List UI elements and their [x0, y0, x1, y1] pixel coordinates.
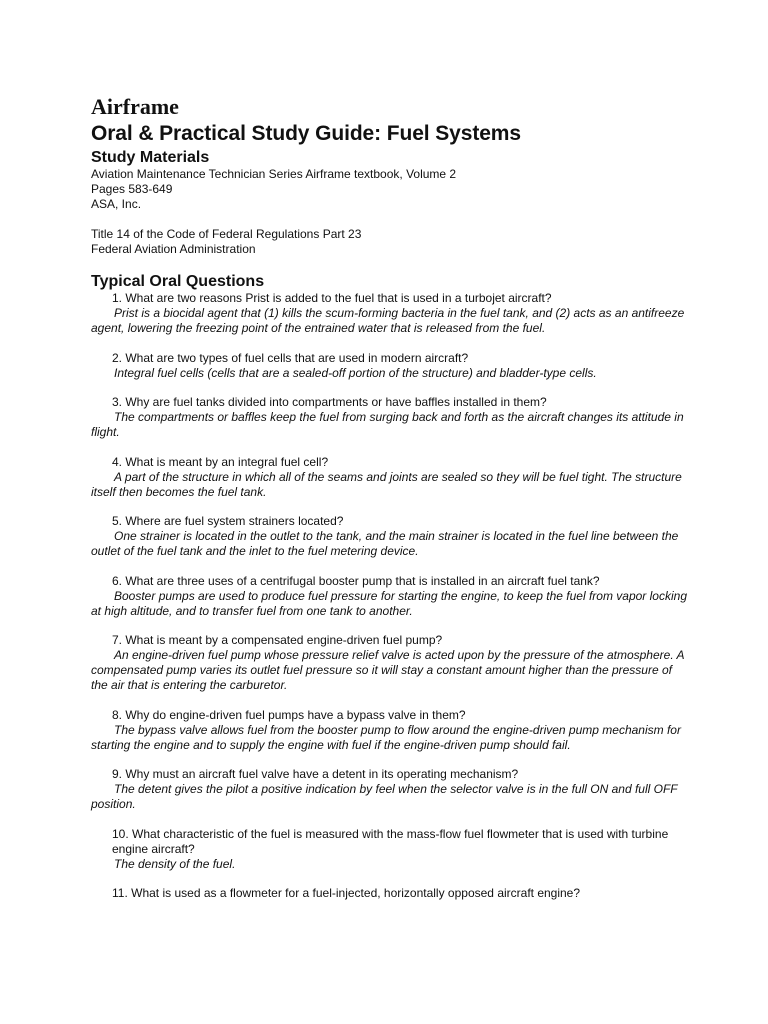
qa-item	[91, 574, 691, 619]
answer: The density of the fuel.	[114, 856, 236, 871]
qa-item	[91, 514, 691, 559]
spacer	[91, 212, 691, 227]
answer: An engine-driven fuel pump whose pressure relief valve is acted upon by the pressure of the atmosphere. A compensated pump varies its outlet fuel pressure so it will stay a constant amount higher than the pressure of the air that is entering the carburetor.	[91, 648, 685, 692]
regulation-publisher: Federal Aviation Administration	[91, 242, 256, 256]
question: 11. What is used as a flowmeter for a fuel-injected, horizontally opposed aircraft engine?	[112, 886, 581, 900]
regulation-reference: Title 14 of the Code of Federal Regulations Part 23	[91, 227, 362, 241]
qa-item	[91, 886, 691, 901]
qa-item	[91, 633, 691, 693]
question: 6. What are three uses of a centrifugal booster pump that is installed in an aircraft fuel tank?	[112, 573, 600, 588]
publisher: ASA, Inc.	[91, 197, 142, 211]
answer: A part of the structure in which all of the seams and joints are sealed so they will be fuel tight. The structure itself then becomes the fuel tank.	[91, 469, 682, 499]
oral-questions-list	[91, 291, 691, 901]
qa-item	[91, 455, 691, 500]
qa-item	[91, 351, 691, 381]
question: 4. What is meant by an integral fuel cell?	[112, 454, 329, 469]
question: 7. What is meant by a compensated engine-driven fuel pump?	[112, 633, 443, 647]
question: 2. What are two types of fuel cells that are used in modern aircraft?	[112, 350, 469, 365]
qa-item	[91, 291, 691, 336]
question: 5. Where are fuel system strainers located?	[112, 514, 344, 528]
textbook-reference: Aviation Maintenance Technician Series Airframe textbook, Volume 2	[91, 167, 457, 181]
document-title: Oral & Practical Study Guide: Fuel Systems	[91, 122, 521, 145]
question: 1. What are two reasons Prist is added to the fuel that is used in a turbojet aircraft?	[112, 291, 552, 305]
document-page	[91, 95, 691, 916]
answer: Integral fuel cells (cells that are a sealed-off portion of the structure) and bladder-type cells.	[114, 365, 597, 380]
question: 10. What characteristic of the fuel is measured with the mass-flow fuel flowmeter that is used with turbine engine aircraft?	[112, 826, 669, 856]
question: 3. Why are fuel tanks divided into compartments or have baffles installed in them?	[112, 395, 547, 409]
question: 8. Why do engine-driven fuel pumps have a bypass valve in them?	[112, 707, 466, 722]
qa-item	[91, 767, 691, 812]
study-materials-heading: Study Materials	[91, 149, 210, 166]
answer: Prist is a biocidal agent that (1) kills the scum-forming bacteria in the fuel tank, and (2) acts as an antifreeze agent, lowering the freezing point of the entrained water that is released from the fuel.	[91, 306, 685, 335]
document-kicker: Airframe	[91, 94, 179, 119]
study-materials-block	[91, 167, 691, 257]
answer: The detent gives the pilot a positive indication by feel when the selector valve is in the full ON and full OFF position.	[91, 782, 678, 811]
answer: The bypass valve allows fuel from the booster pump to flow around the engine-driven pump mechanism for starting the engine and to supply the engine with fuel if the engine-driven pump should fail.	[91, 722, 681, 752]
answer: Booster pumps are used to produce fuel pressure for starting the engine, to keep the fuel from vapor locking at high altitude, and to transfer fuel from one tank to another.	[91, 588, 687, 618]
oral-questions-heading: Typical Oral Questions	[91, 273, 265, 290]
qa-item	[91, 708, 691, 753]
answer: One strainer is located in the outlet to the tank, and the main strainer is located in the fuel line between the outlet of the fuel tank and the inlet to the fuel metering device.	[91, 529, 679, 558]
qa-item	[91, 827, 691, 872]
page-range: Pages 583-649	[91, 182, 173, 196]
qa-item	[91, 395, 691, 440]
question: 9. Why must an aircraft fuel valve have a detent in its operating mechanism?	[112, 767, 519, 781]
answer: The compartments or baffles keep the fuel from surging back and forth as the aircraft changes its attitude in flight.	[91, 410, 684, 439]
